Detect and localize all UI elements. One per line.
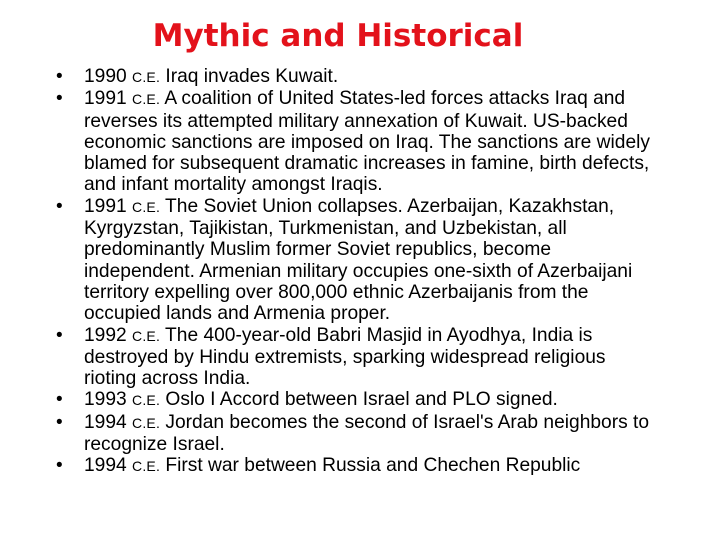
bullet-icon: • bbox=[56, 324, 63, 346]
bullet-item-1990-iraq-kuwait bbox=[56, 66, 656, 88]
bullet-icon: • bbox=[56, 195, 63, 217]
bullet-list bbox=[56, 66, 656, 478]
bullet-text: Oslo I Accord between Israel and PLO signed. bbox=[160, 389, 558, 411]
bullet-text: First war between Russia and Chechen Republic bbox=[160, 455, 581, 477]
bullet-icon: • bbox=[56, 411, 63, 433]
bullet-item-1991-soviet-collapse bbox=[56, 196, 656, 325]
bullet-year: 1992 bbox=[84, 324, 127, 346]
bullet-year: 1994 bbox=[84, 455, 127, 477]
bullet-item-1991-coalition bbox=[56, 88, 656, 195]
bullet-era: C.E. bbox=[132, 392, 161, 409]
bullet-item-1994-jordan bbox=[56, 412, 656, 456]
bullet-item-1993-oslo bbox=[56, 389, 656, 411]
bullet-text: Iraq invades Kuwait. bbox=[160, 66, 339, 87]
bullet-text: The 400-year-old Babri Masjid in Ayodhya, India is destroyed by Hindu extremists, sparking widespread religious rioting across India. bbox=[84, 324, 606, 390]
bullet-year: 1990 bbox=[84, 66, 127, 87]
bullet-item-1992-babri-masjid bbox=[56, 325, 656, 390]
bullet-era: C.E. bbox=[132, 198, 161, 215]
bullet-year: 1993 bbox=[84, 389, 127, 411]
bullet-year: 1991 bbox=[84, 88, 127, 110]
bullet-text: Jordan becomes the second of Israel's Arab neighbors to recognize Israel. bbox=[84, 411, 650, 456]
bullet-year: 1994 bbox=[84, 411, 127, 433]
bullet-icon: • bbox=[56, 66, 63, 87]
bullet-icon: • bbox=[56, 389, 63, 411]
bullet-era: C.E. bbox=[132, 327, 161, 344]
bullet-icon: • bbox=[56, 455, 63, 477]
bullet-era: C.E. bbox=[132, 91, 161, 108]
bullet-item-1994-chechnya bbox=[56, 455, 656, 477]
slide-title: Mythic and Historical bbox=[152, 18, 524, 54]
bullet-era: C.E. bbox=[132, 414, 161, 431]
bullet-era: C.E. bbox=[132, 69, 161, 85]
bullet-text: The Soviet Union collapses. Azerbaijan, Kazakhstan, Kyrgyzstan, Tajikistan, Turkmenistan, and Uzbekistan, all predominantly Muslim former Soviet republics, become independent. Armenian military occupies one-sixth of Azerbaijani territory expelling over 800,000 ethnic Azerbaijanis from the occupied lands and Armenia proper. bbox=[84, 195, 633, 325]
bullet-year: 1991 bbox=[84, 195, 127, 217]
bullet-icon: • bbox=[56, 88, 63, 110]
bullet-era: C.E. bbox=[132, 458, 161, 475]
bullet-text: A coalition of United States-led forces attacks Iraq and reverses its attempted military annexation of Kuwait. US-backed economic sanctions are imposed on Iraq. The sanctions are widely blamed for subsequent dramatic increases in famine, birth defects, and infant mortality amongst Iraqis. bbox=[84, 88, 650, 196]
